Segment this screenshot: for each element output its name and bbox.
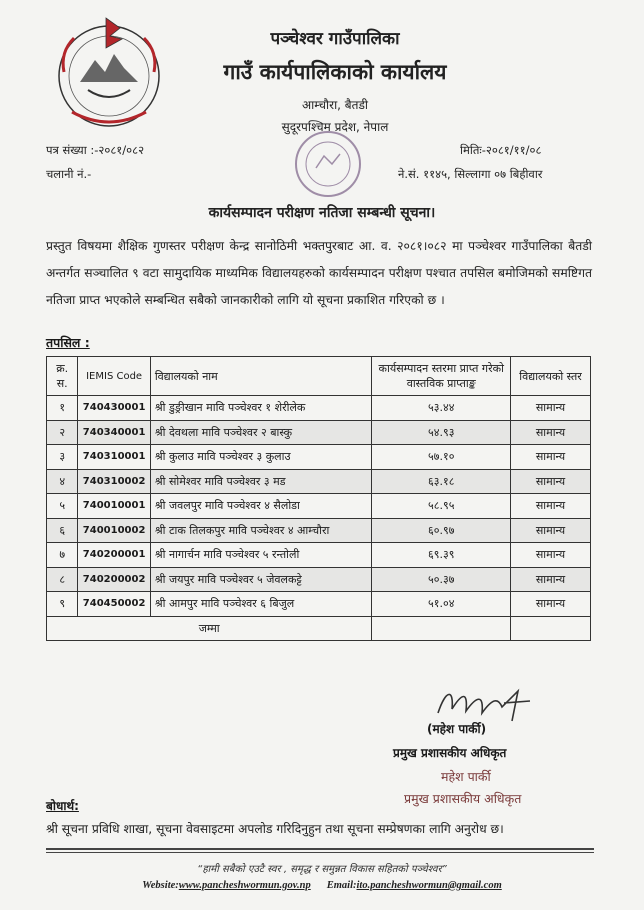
row-level: सामान्य bbox=[511, 420, 591, 445]
table-row bbox=[47, 567, 591, 592]
notice-body: प्रस्तुत विषयमा शैक्षिक गुणस्तर परीक्षण केन्द्र सानोठिमी भक्तपुरबाट आ. व. २०८१।०८२ मा पञ्चेश्वर गाउँपालिका बैतडी अन्तर्गत सञ्चालित ९ वटा सामुदायिक माध्यमिक विद्यालयहरुको कार्यसम्पादन परीक्षण पश्चात तपसिल बमोजिमको समष्टिगत नतिजा प्राप्त भएकोले सम्बन्धित सबैको जानकारीको लागि यो सूचना प्रकाशित गरिएको छ । bbox=[46, 239, 592, 307]
row-iemis-code: 740340001 bbox=[78, 420, 150, 445]
row-iemis-code: 740450002 bbox=[78, 592, 150, 617]
table-total-row bbox=[47, 616, 591, 641]
letter-date: मितिः-२०८१/११/०८ bbox=[460, 143, 542, 157]
row-serial: ६ bbox=[47, 518, 78, 543]
row-score: ५१.०४ bbox=[372, 592, 511, 617]
nepal-government-emblem-icon bbox=[50, 12, 168, 130]
row-level: सामान्य bbox=[511, 396, 591, 421]
dispatch-number: चलानी नं.- bbox=[46, 167, 92, 181]
table-row bbox=[47, 396, 591, 421]
total-label: जम्मा bbox=[47, 616, 372, 641]
row-score: ५३.४४ bbox=[372, 396, 511, 421]
table-row bbox=[47, 494, 591, 519]
website-link[interactable]: www.pancheshwormun.gov.np bbox=[178, 880, 311, 891]
header-serial: क्र. स. bbox=[47, 357, 78, 396]
row-school-name: श्री जवलपुर मावि पञ्चेश्वर ४ सैलोडा bbox=[150, 494, 372, 519]
cc-label: बोधार्थ: bbox=[46, 799, 79, 813]
province-country: सुदूरपश्चिम प्रदेश, नेपाल bbox=[281, 120, 389, 134]
row-serial: ८ bbox=[47, 567, 78, 592]
row-serial: ४ bbox=[47, 469, 78, 494]
results-table bbox=[46, 356, 591, 641]
row-school-name: श्री टाक तिलकपुर मावि पञ्चेश्वर ४ आम्चौरा bbox=[150, 518, 372, 543]
letter-number: पत्र संख्या :-२०८१/०८२ bbox=[46, 143, 145, 157]
signatory-title: प्रमुख प्रशासकीय अधिकृत bbox=[393, 746, 507, 760]
signatory-name: (महेश पार्की) bbox=[427, 722, 487, 736]
office-stamp-icon bbox=[288, 128, 368, 200]
row-score: ६०.९७ bbox=[372, 518, 511, 543]
row-iemis-code: 740430001 bbox=[78, 396, 150, 421]
header-iemis-code: IEMIS Code bbox=[78, 357, 150, 396]
row-score: ५०.३७ bbox=[372, 567, 511, 592]
table-row bbox=[47, 592, 591, 617]
footer-contacts bbox=[0, 880, 644, 891]
row-level: सामान्य bbox=[511, 518, 591, 543]
table-row bbox=[47, 518, 591, 543]
website-label: Website: bbox=[142, 880, 179, 891]
row-iemis-code: 740310002 bbox=[78, 469, 150, 494]
office-name: गाउँ कार्यपालिकाको कार्यालय bbox=[223, 60, 447, 84]
name-stamp: महेश पार्की bbox=[441, 769, 491, 784]
row-school-name: श्री जयपुर मावि पञ्चेश्वर ५ जेवलकट्टे bbox=[150, 567, 372, 592]
footer-slogan: “हामी सबैको एउटै स्वर , समृद्ध र समुन्नत विकास सहितको पञ्चेश्वर” bbox=[197, 864, 447, 875]
row-serial: ५ bbox=[47, 494, 78, 519]
row-iemis-code: 740010001 bbox=[78, 494, 150, 519]
row-serial: ९ bbox=[47, 592, 78, 617]
email-link[interactable]: ito.pancheshwormun@gmail.com bbox=[356, 880, 502, 891]
nepal-samvat-date: ने.सं. ११४५, सिल्लागा ०७ बिहीवार bbox=[398, 167, 543, 181]
row-level: सामान्य bbox=[511, 592, 591, 617]
row-school-name: श्री देवथला मावि पञ्चेश्वर २ बास्कु bbox=[150, 420, 372, 445]
header-score: कार्यसम्पादन स्तरमा प्राप्त गरेको वास्तविक प्राप्ताङ्क bbox=[372, 357, 511, 396]
row-score: ६९.३९ bbox=[372, 543, 511, 568]
footer-divider-thin bbox=[46, 852, 594, 853]
table-row bbox=[47, 543, 591, 568]
row-school-name: श्री नागार्चन मावि पञ्चेश्वर ५ रन्तोली bbox=[150, 543, 372, 568]
row-school-name: श्री डुङ्रीखान मावि पञ्चेश्वर १ शेरीलेक bbox=[150, 396, 372, 421]
row-serial: ३ bbox=[47, 445, 78, 470]
row-serial: ७ bbox=[47, 543, 78, 568]
row-level: सामान्य bbox=[511, 543, 591, 568]
total-score bbox=[372, 616, 511, 641]
row-school-name: श्री आमपुर मावि पञ्चेश्वर ६ बिजुल bbox=[150, 592, 372, 617]
row-level: सामान्य bbox=[511, 494, 591, 519]
municipality-name: पञ्चेश्वर गाउँपालिका bbox=[270, 29, 400, 49]
table-row bbox=[47, 445, 591, 470]
row-score: ५८.९५ bbox=[372, 494, 511, 519]
header-level: विद्यालयको स्तर bbox=[511, 357, 591, 396]
row-serial: २ bbox=[47, 420, 78, 445]
row-iemis-code: 740010002 bbox=[78, 518, 150, 543]
row-level: सामान्य bbox=[511, 445, 591, 470]
cc-text: श्री सूचना प्रविधि शाखा, सूचना वेवसाइटमा अपलोड गरिदिनुहुन तथा सूचना सम्प्रेषणका लागि अनुरोध छ। bbox=[46, 822, 504, 836]
table-row bbox=[47, 420, 591, 445]
details-label: तपसिल : bbox=[46, 335, 90, 350]
header-school-name: विद्यालयको नाम bbox=[150, 357, 372, 396]
email-label: Email: bbox=[326, 880, 357, 891]
row-score: ६३.१८ bbox=[372, 469, 511, 494]
row-school-name: श्री कुलाउ मावि पञ्चेश्वर ३ कुलाउ bbox=[150, 445, 372, 470]
table-row bbox=[47, 469, 591, 494]
row-score: ५७.१० bbox=[372, 445, 511, 470]
footer-divider bbox=[46, 848, 594, 850]
row-level: सामान्य bbox=[511, 469, 591, 494]
row-level: सामान्य bbox=[511, 567, 591, 592]
table-header-row bbox=[47, 357, 591, 396]
row-iemis-code: 740200002 bbox=[78, 567, 150, 592]
row-serial: १ bbox=[47, 396, 78, 421]
row-iemis-code: 740200001 bbox=[78, 543, 150, 568]
notice-subject: कार्यसम्पादन परीक्षण नतिजा सम्बन्धी सूचना। bbox=[208, 205, 436, 221]
title-stamp: प्रमुख प्रशासकीय अधिकृत bbox=[404, 791, 522, 806]
office-address: आम्चौरा, बैतडी bbox=[301, 98, 369, 112]
row-iemis-code: 740310001 bbox=[78, 445, 150, 470]
row-score: ५४.९३ bbox=[372, 420, 511, 445]
row-school-name: श्री सोमेश्वर मावि पञ्चेश्वर ३ मड bbox=[150, 469, 372, 494]
total-level bbox=[511, 616, 591, 641]
